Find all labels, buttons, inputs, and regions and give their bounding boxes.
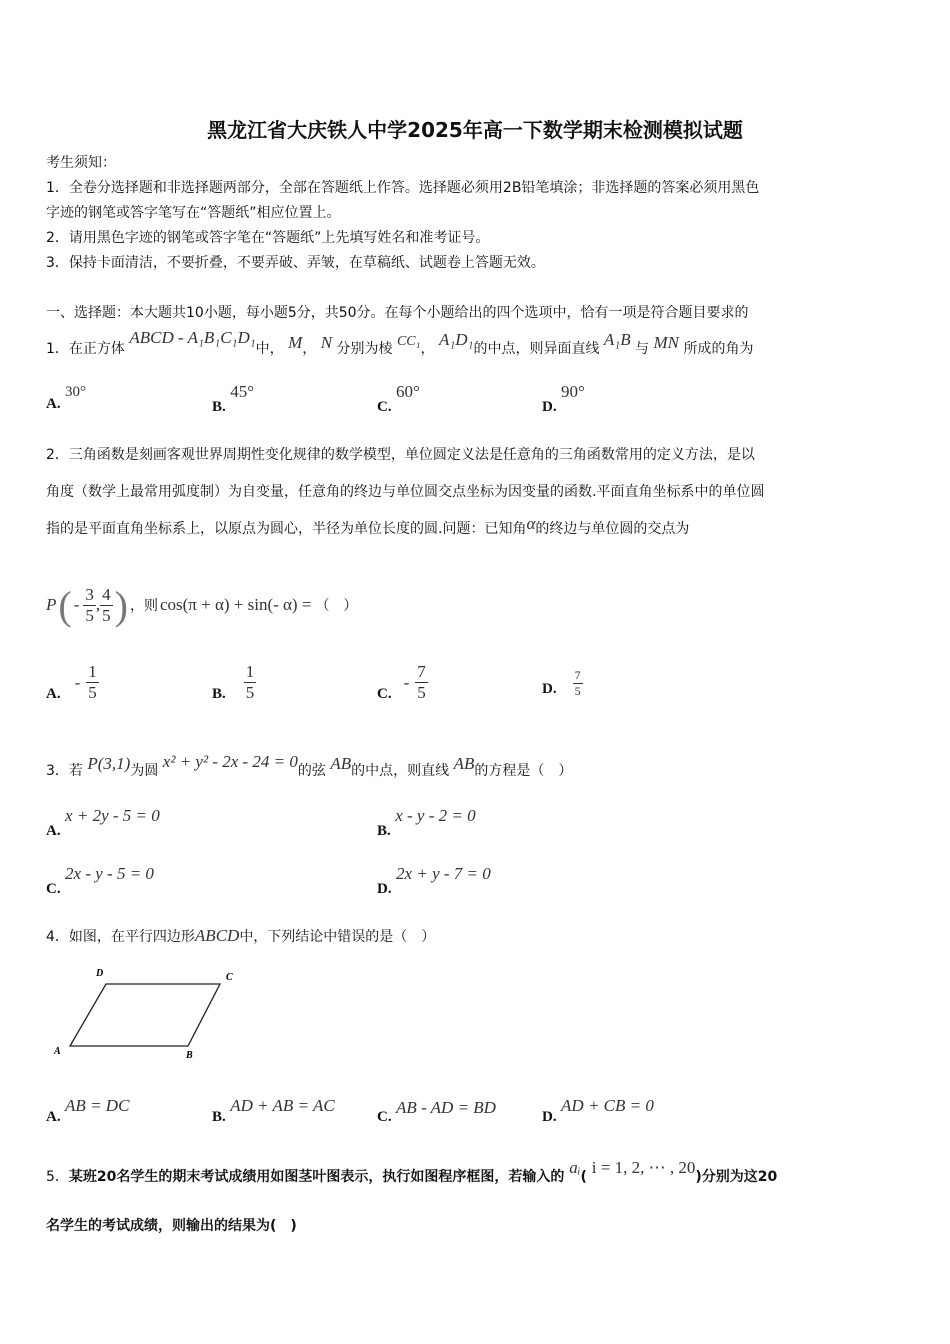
- q4-option-d[interactable]: [542, 1096, 654, 1125]
- text: 所成的角为: [683, 341, 754, 357]
- option-label: A.: [46, 686, 61, 702]
- question-number: 5．: [46, 1169, 69, 1185]
- option-value: 2x + y - 7 = 0: [396, 864, 491, 883]
- option-label: C.: [377, 686, 392, 702]
- option-value: x - y - 2 = 0: [395, 806, 476, 825]
- math: ABCD - A₁B₁C₁D₁: [129, 328, 256, 347]
- section-heading: 一、选择题：本大题共10小题，每小题5分，共50分。在每个小题给出的四个选项中，恰有一项是符合题目要求的: [46, 305, 749, 321]
- parallelogram-figure: [50, 962, 240, 1062]
- notice-line: 3．保持卡面清洁，不要折叠，不要弄破、弄皱，在草稿纸、试题卷上答题无效。: [46, 255, 545, 271]
- notice-line: 1．全卷分选择题和非选择题两部分，全部在答题纸上作答。选择题必须用2B铅笔填涂；非选择题的答案必须用黑色: [46, 180, 760, 196]
- option-label: B.: [212, 686, 226, 702]
- question-1: [46, 328, 754, 358]
- fraction: $\frac{7}{5}$: [417, 662, 426, 702]
- text: （ ）: [315, 598, 358, 614]
- text: 分别为棱: [336, 341, 393, 357]
- option-label: A.: [46, 396, 61, 412]
- vertex-label: D: [96, 968, 104, 979]
- q2-option-c[interactable]: C. - $\frac{7}{5}$: [377, 662, 426, 702]
- math: N: [320, 333, 333, 352]
- question-4: [46, 926, 435, 946]
- text: 与: [635, 341, 650, 357]
- option-label: C.: [377, 399, 392, 415]
- question-2-line: [46, 514, 690, 538]
- q4-option-a[interactable]: [46, 1096, 130, 1125]
- math: α: [526, 514, 536, 533]
- q3-option-c[interactable]: [46, 864, 154, 897]
- option-label: A.: [46, 823, 61, 839]
- math: MN: [653, 333, 679, 352]
- text: 在正方体: [68, 341, 125, 357]
- option-label: B.: [212, 1109, 226, 1125]
- option-label: B.: [212, 399, 226, 415]
- q2-option-a[interactable]: A. - $\frac{1}{5}$: [46, 662, 97, 702]
- math: CC₁: [396, 334, 421, 349]
- notice-line: 字迹的钢笔或答字笔写在“答题纸”相应位置上。: [46, 205, 341, 221]
- math: ): [114, 582, 128, 628]
- q3-option-b[interactable]: [377, 806, 476, 839]
- option-label: D.: [542, 681, 557, 697]
- text: 的中点，则异面直线: [473, 341, 600, 357]
- q3-option-d[interactable]: [377, 864, 491, 897]
- text: 指的是平面直角坐标系上，以原点为圆心，半径为单位长度的圆.问题：已知角: [46, 521, 527, 537]
- text: 的中点，则直线: [351, 763, 450, 779]
- question-number: 2．: [46, 447, 69, 463]
- q1-option-b[interactable]: [212, 382, 255, 415]
- text: 的方程是（ ）: [474, 763, 573, 779]
- option-value: AB = DC: [65, 1096, 130, 1115]
- option-label: A.: [46, 1109, 61, 1125]
- question-2-point: P ( - $\frac{3}{5}$ , $\frac{4}{5}$ ) ，则 cos(π + α) + sin(- α) = （ ）: [46, 582, 358, 628]
- option-value: x + 2y - 5 = 0: [65, 806, 160, 825]
- q2-option-b[interactable]: [212, 662, 256, 703]
- option-label: D.: [542, 399, 557, 415]
- option-value: 2x - y - 5 = 0: [65, 864, 154, 883]
- question-3: [46, 752, 573, 780]
- fraction: $\frac{1}{5}$: [88, 662, 97, 702]
- math: A₁D₁: [438, 330, 474, 349]
- text: 若: [68, 763, 83, 779]
- question-number: 3．: [46, 763, 69, 779]
- math: AB: [453, 754, 475, 773]
- text: 如图，在平行四边形: [68, 929, 195, 945]
- page-title: 黑龙江省大庆铁人中学2025年高一下数学期末检测模拟试题: [207, 118, 743, 142]
- math: (: [58, 582, 72, 628]
- math: M: [288, 333, 303, 352]
- option-value: AB - AD = BD: [396, 1098, 496, 1117]
- notice-line: 2．请用黑色字迹的钢笔或答字笔在“答题纸”上先填写姓名和准考证号。: [46, 230, 490, 246]
- math: i = 1, 2, ⋯ , 20: [591, 1158, 696, 1177]
- vertex-label: C: [226, 972, 233, 983]
- question-number: 4．: [46, 929, 69, 945]
- option-label: D.: [542, 1109, 557, 1125]
- q1-option-c[interactable]: [377, 382, 420, 415]
- text: 中，下列结论中错误的是（ ）: [239, 929, 436, 945]
- option-label: B.: [377, 823, 391, 839]
- q4-option-c[interactable]: [377, 1098, 496, 1125]
- option-label: C.: [46, 881, 61, 897]
- text: ，: [420, 341, 435, 357]
- text: 中，: [255, 341, 284, 357]
- q3-option-a[interactable]: [46, 806, 160, 839]
- fraction: $\frac{7}{5}$: [574, 668, 581, 698]
- question-5: [46, 1158, 778, 1186]
- text: ，: [302, 341, 317, 357]
- math: P(3,1): [87, 754, 131, 773]
- text: 的终边与单位圆的交点为: [535, 521, 690, 537]
- text: 的弦: [297, 763, 326, 779]
- math: A₁B: [603, 330, 631, 349]
- math: AB: [330, 754, 352, 773]
- option-label: D.: [377, 881, 392, 897]
- text: ，则: [129, 598, 158, 614]
- option-value: 90°: [561, 382, 585, 401]
- option-value: 45°: [230, 382, 255, 401]
- q1-option-a[interactable]: [46, 384, 87, 412]
- notice-heading: 考生须知：: [46, 155, 116, 171]
- text: 某班20名学生的期末考试成绩用如图茎叶图表示，执行如图程序框图，若输入的: [68, 1169, 565, 1185]
- option-value: AD + CB = 0: [561, 1096, 654, 1115]
- text: 三角函数是刻画客观世界周期性变化规律的数学模型，单位圆定义法是任意角的三角函数常用的定义方法，是以: [68, 447, 755, 463]
- q4-option-b[interactable]: [212, 1096, 335, 1125]
- text: )分别为这20: [695, 1169, 778, 1185]
- parallelogram-shape: [70, 984, 220, 1046]
- text: (: [580, 1169, 587, 1185]
- option-value: 30°: [65, 384, 87, 400]
- option-value: AD + AB = AC: [230, 1096, 335, 1115]
- vertex-label: B: [186, 1050, 193, 1061]
- math: aᵢ: [569, 1158, 581, 1177]
- question-2-line: [46, 444, 755, 464]
- fraction: $\frac{4}{5}$: [102, 584, 111, 625]
- math: x² + y² - 2x - 24 = 0: [162, 752, 298, 771]
- q2-option-d[interactable]: [542, 668, 583, 699]
- question-5-line: 名学生的考试成绩，则输出的结果为( ): [46, 1218, 297, 1234]
- fraction: $\frac{3}{5}$: [85, 584, 94, 625]
- text: 为圆: [130, 763, 159, 779]
- option-value: 60°: [396, 382, 420, 401]
- vertex-label: A: [54, 1046, 61, 1057]
- math: cos(π + α) + sin(- α) =: [159, 595, 312, 614]
- fraction: $\frac{1}{5}$: [245, 662, 255, 702]
- math: ABCD: [194, 926, 240, 945]
- question-number: 1．: [46, 341, 69, 357]
- question-2-line: 角度（数学上最常用弧度制）为自变量，任意角的终边与单位圆交点坐标为因变量的函数.平面直角坐标系中的单位圆: [46, 484, 765, 500]
- option-label: C.: [377, 1109, 392, 1125]
- q1-option-d[interactable]: [542, 382, 585, 415]
- math: P: [46, 595, 57, 614]
